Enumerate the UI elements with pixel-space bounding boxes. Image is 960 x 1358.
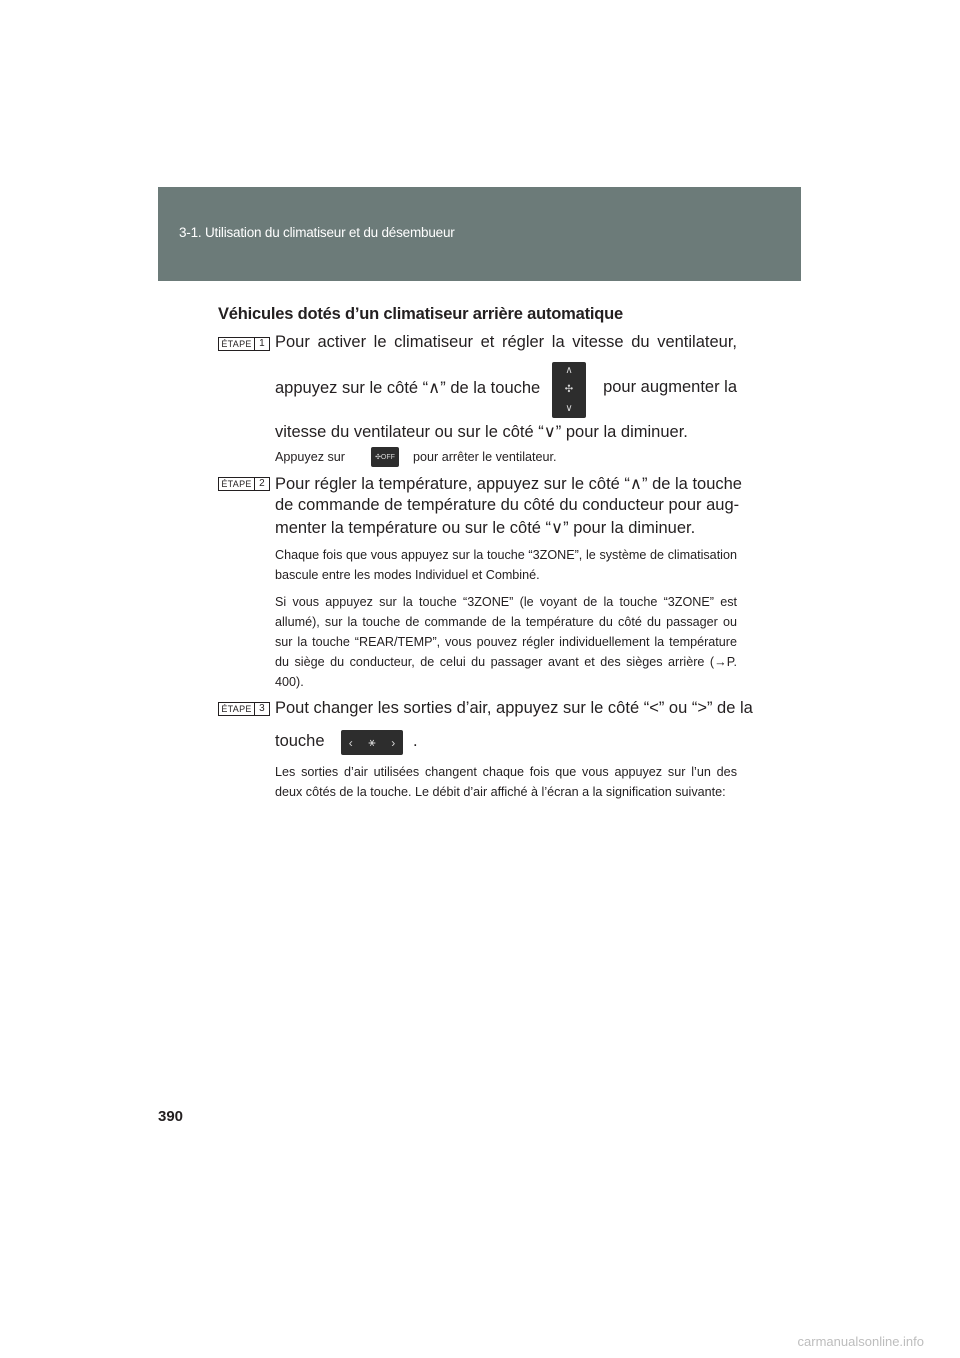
section-heading: Véhicules dotés d’un climatiseur arrière automatique: [218, 305, 623, 323]
step-number: 3: [254, 703, 269, 715]
step-label: ÉTAPE: [221, 704, 252, 714]
step3-line2b: .: [413, 732, 418, 750]
air-outlet-icon: ⚹: [368, 735, 376, 749]
fan-speed-button-icon: [552, 362, 586, 418]
step2-note2: Si vous appuyez sur la touche “3ZONE” (le voyant de la touche “3ZONE” est allumé), sur la touche de commande de la température du côté du passager ou sur la touche “REAR/TEMP”, vous pouvez régler individuellement la température du siège du conducteur, de celui du passager avant et des sièges arrière (→P. 400).: [275, 595, 737, 689]
air-outlet-button-icon: [341, 730, 403, 755]
step2-note1: Chaque fois que vous appuyez sur la touche “3ZONE”, le système de climatisation bascule entre les modes Individuel et Combiné.: [275, 548, 737, 582]
step1-note-a: Appuyez sur: [275, 450, 346, 464]
step1-line2b: pour augmenter la: [603, 378, 737, 396]
step1-line3: vitesse du ventilateur ou sur le côté “∨” pour la diminuer.: [275, 423, 688, 441]
step1-note-b: pour arrêter le ventilateur.: [413, 450, 557, 464]
watermark: carmanualsonline.info: [797, 1334, 924, 1349]
fan-icon: ✣: [564, 384, 574, 395]
step3-line2a: touche: [275, 732, 325, 750]
step-badge-1: [218, 337, 270, 351]
step-label: ÉTAPE: [221, 479, 252, 489]
step-badge-2: [218, 477, 270, 491]
header-band: [158, 187, 801, 281]
step1-line2a: appuyez sur le côté “∧” de la touche: [275, 379, 541, 397]
page-number: 390: [158, 1108, 184, 1125]
step3-line1: Pout changer les sorties d’air, appuyez sur le côté “<” ou “>” de la: [275, 699, 753, 717]
step1-line1: Pour activer le climatiseur et régler la vitesse du ventilateur,: [275, 333, 737, 351]
step-number: 1: [254, 338, 269, 350]
step2-line2: de commande de température du côté du conducteur pour aug-: [275, 496, 740, 514]
step2-line3: menter la température ou sur le côté “∨” pour la diminuer.: [275, 519, 696, 537]
fan-off-button-icon: ✣OFF: [371, 447, 399, 467]
chevron-left-icon: ‹: [348, 735, 353, 750]
chevron-up-icon: ∧: [565, 365, 573, 376]
step2-line1: Pour régler la température, appuyez sur le côté “∧” de la touche: [275, 475, 742, 493]
chevron-down-icon: ∨: [565, 403, 573, 414]
step-badge-3: [218, 702, 270, 716]
chevron-right-icon: ›: [391, 735, 396, 750]
step-number: 2: [254, 478, 269, 490]
section-header-title: 3-1. Utilisation du climatiseur et du désembueur: [179, 225, 455, 240]
step-label: ÉTAPE: [221, 339, 252, 349]
step3-note1: Les sorties d’air utilisées changent chaque fois que vous appuyez sur l’un des deux côtés de la touche. Le débit d’air affiché à l’écran a la signification suivante:: [275, 765, 737, 799]
